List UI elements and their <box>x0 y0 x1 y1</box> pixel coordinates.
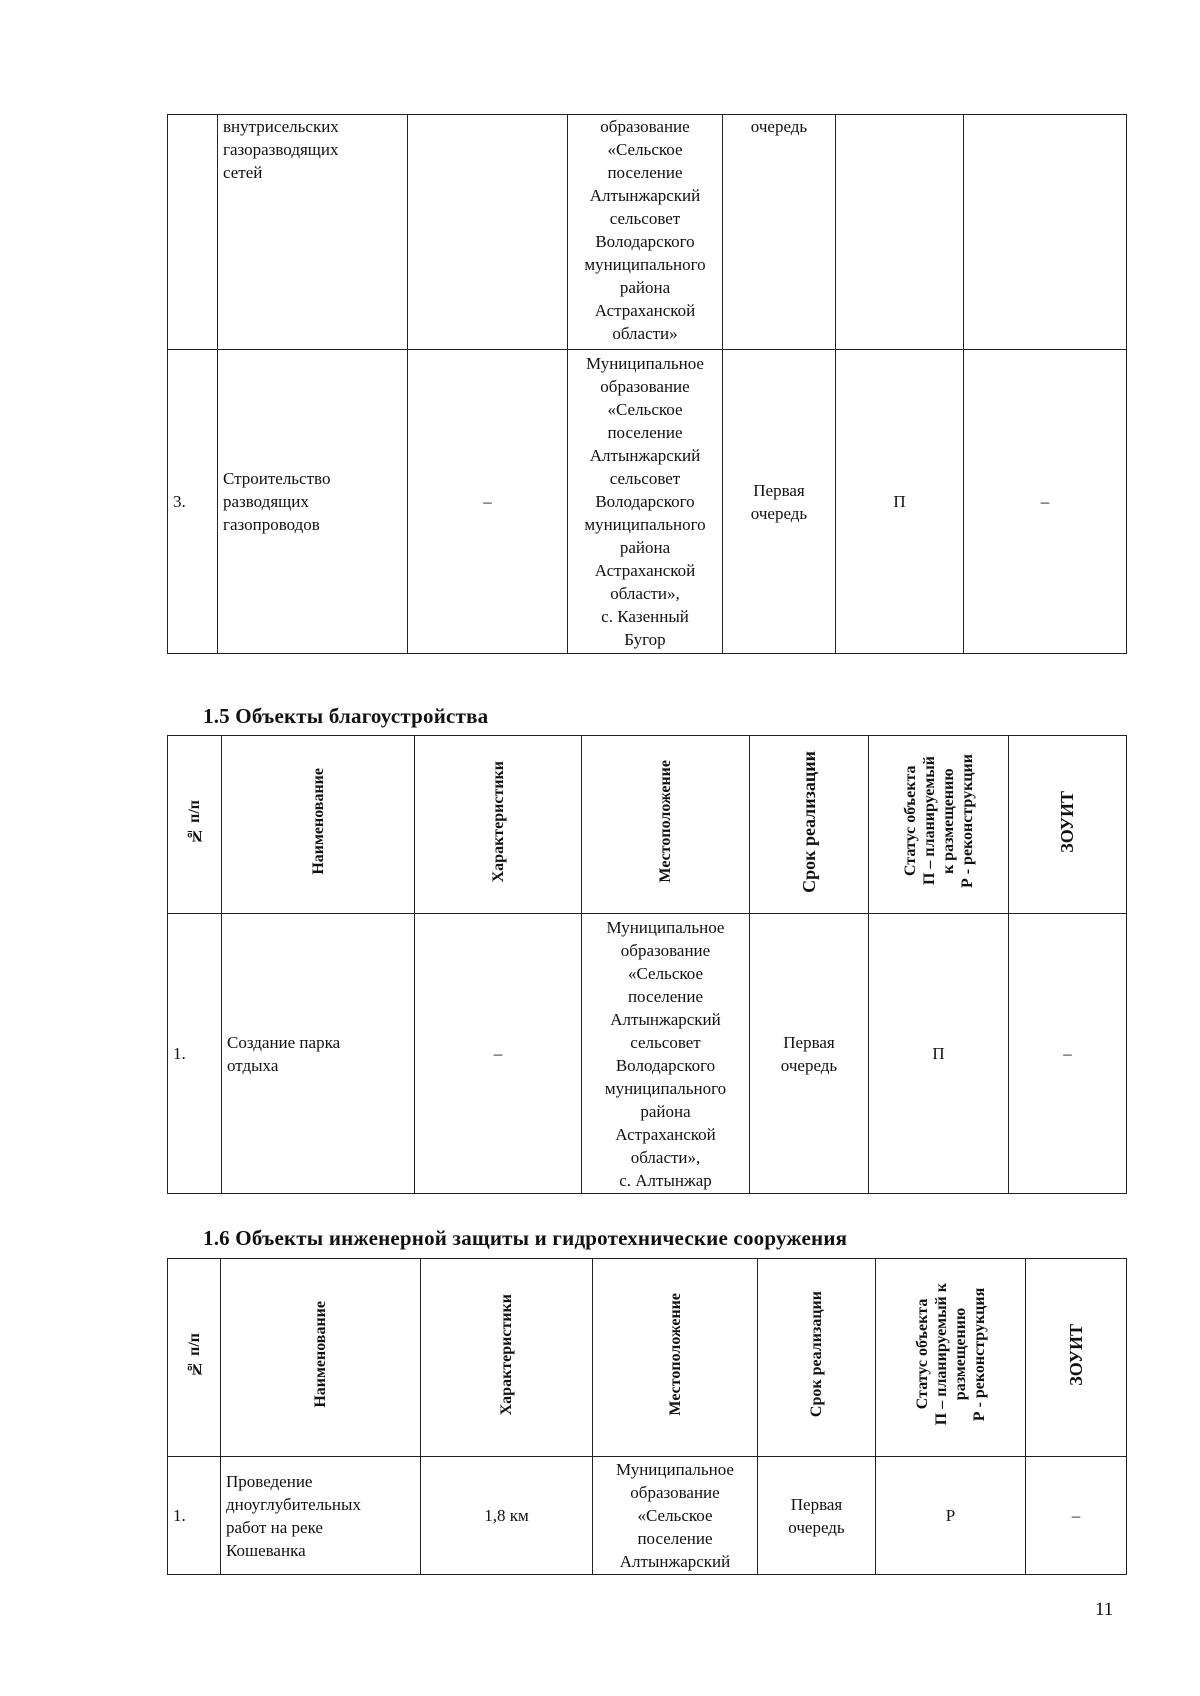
section-heading-1-6: 1.6 Объекты инженерной защиты и гидротехнические сооружения <box>203 1226 848 1250</box>
cell-name: Проведение дноуглубительных работ на реке Кошеванка <box>221 1457 421 1575</box>
table-landscaping <box>167 735 1127 1194</box>
cell-location: Муниципальное образование «Сельское поселение Алтынжарский сельсовет Володарского муниципального района Астраханской области», с. Казенный Бугор <box>568 350 723 654</box>
cell-status: П <box>836 350 964 654</box>
header-term: Срок реализации <box>750 736 869 914</box>
table-engineering-protection <box>167 1258 1127 1575</box>
cell-name: внутрисельских газоразводящих сетей <box>218 115 408 350</box>
cell-characteristics: 1,8 км <box>421 1457 593 1575</box>
table-row <box>168 350 1127 654</box>
cell-location: образование «Сельское поселение Алтынжарский сельсовет Володарского муниципального района Астраханской области» <box>568 115 723 350</box>
cell-zouit: – <box>964 350 1127 654</box>
cell-characteristics <box>408 115 568 350</box>
cell-status: Р <box>876 1457 1026 1575</box>
header-name: Наименование <box>221 1259 421 1457</box>
header-zouit: ЗОУИТ <box>1026 1259 1127 1457</box>
cell-term: очередь <box>723 115 836 350</box>
cell-num: 1. <box>168 914 222 1194</box>
table-row <box>168 1457 1127 1575</box>
header-characteristics: Характеристики <box>421 1259 593 1457</box>
cell-term: Первая очередь <box>723 350 836 654</box>
cell-characteristics: – <box>415 914 582 1194</box>
cell-status <box>836 115 964 350</box>
page-number: 11 <box>1095 1599 1114 1620</box>
cell-term: Первая очередь <box>750 914 869 1194</box>
header-zouit: ЗОУИТ <box>1009 736 1127 914</box>
cell-characteristics: – <box>408 350 568 654</box>
cell-name: Строительство разводящих газопроводов <box>218 350 408 654</box>
cell-zouit <box>964 115 1127 350</box>
table-header-row <box>168 736 1127 914</box>
header-num: № п/п <box>168 736 222 914</box>
section-heading-1-5: 1.5 Объекты благоустройства <box>203 704 489 728</box>
table-gas-continuation <box>167 114 1127 654</box>
cell-num: 1. <box>168 1457 221 1575</box>
header-name: Наименование <box>222 736 415 914</box>
cell-num <box>168 115 218 350</box>
cell-location: Муниципальное образование «Сельское поселение Алтынжарский сельсовет Володарского муниципального района Астраханской области», с. Алтынжар <box>582 914 750 1194</box>
table-row <box>168 914 1127 1194</box>
cell-num: 3. <box>168 350 218 654</box>
header-characteristics: Характеристики <box>415 736 582 914</box>
cell-name: Создание парка отдыха <box>222 914 415 1194</box>
cell-zouit: – <box>1026 1457 1127 1575</box>
table-row <box>168 115 1127 350</box>
cell-term: Первая очередь <box>758 1457 876 1575</box>
cell-zouit: – <box>1009 914 1127 1194</box>
header-num: № п/п <box>168 1259 221 1457</box>
header-term: Срок реализации <box>758 1259 876 1457</box>
cell-location: Муниципальное образование «Сельское поселение Алтынжарский <box>593 1457 758 1575</box>
header-status: Статус объекта П – планируемый к размещению Р - реконструкция <box>876 1259 1026 1457</box>
header-location: Местоположение <box>593 1259 758 1457</box>
cell-status: П <box>869 914 1009 1194</box>
header-status: Статус объекта П – планируемый к размещению Р - реконструкции <box>869 736 1009 914</box>
header-location: Местоположение <box>582 736 750 914</box>
table-header-row <box>168 1259 1127 1457</box>
